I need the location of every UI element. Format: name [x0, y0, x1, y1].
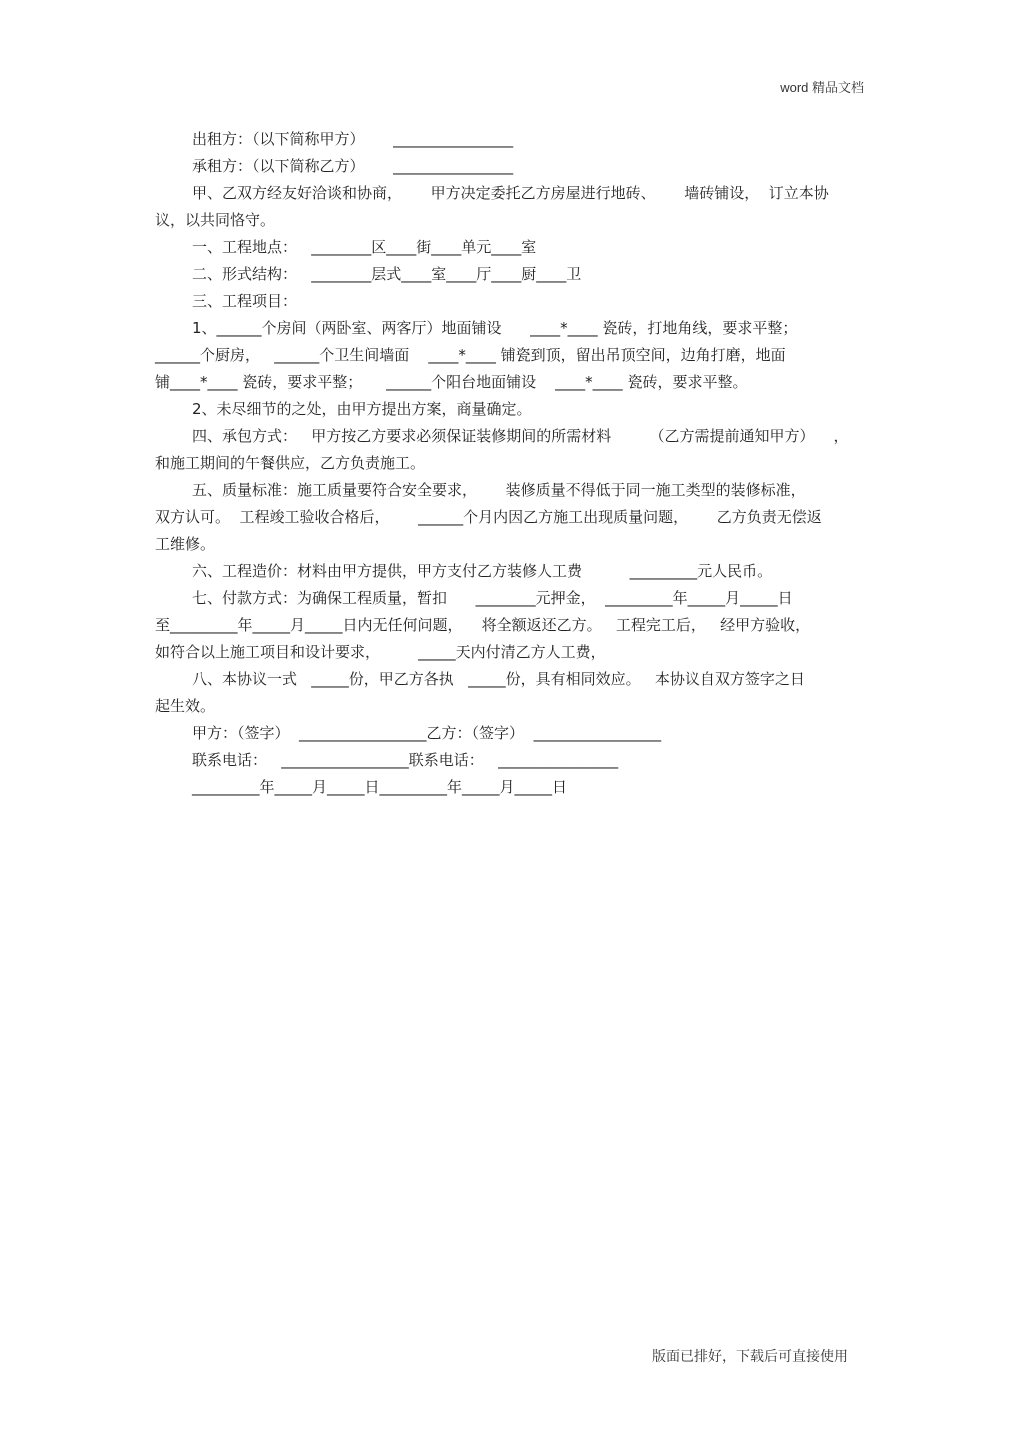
section-agreement: 八、本协议一式 _____份，甲乙方各执 _____份，具有相同效应。 本协议自双方签字之日	[192, 670, 805, 688]
agreement-line-2: 起生效。	[155, 697, 216, 715]
items-line-1: 1、______个房间（两卧室、两客厅）地面铺设 ____*____ 瓷砖，打地角线，要求平整；	[192, 319, 798, 337]
contracting-line-2: 和施工期间的午餐供应，乙方负责施工。	[155, 454, 426, 472]
contract-body	[155, 126, 867, 801]
section-structure: 二、形式结构： ________层式____室____厅____厨____卫	[192, 265, 582, 283]
items-line-4: 2、未尽细节的之处，由甲方提出方案，商量确定。	[192, 400, 532, 418]
section-contracting: 四、承包方式： 甲方按乙方要求必须保证装修期间的所需材料 （乙方需提前通知甲方） ，	[192, 427, 849, 445]
lessee-line: 承租方：（以下简称乙方） ________________	[192, 157, 514, 175]
items-line-3: 铺____*____ 瓷砖，要求平整； ______个阳台地面铺设 ____*____ 瓷砖，要求平整。	[155, 373, 748, 391]
page-header: word 精品文档	[780, 80, 864, 95]
quality-line-3: 工维修。	[155, 535, 216, 553]
page-footer: 版面已排好，下载后可直接使用	[652, 1349, 848, 1365]
section-items-title: 三、工程项目：	[192, 292, 298, 310]
section-location: 一、工程地点： ________区____街____单元____室	[192, 238, 537, 256]
intro-line-2: 议，以共同恪守。	[155, 211, 276, 229]
intro-line-1: 甲、乙双方经友好洽谈和协商， 甲方决定委托乙方房屋进行地砖、 墙砖铺设， 订立本协	[192, 184, 829, 202]
payment-line-2: 至_________年_____月_____日内无任何问题， 将全额返还乙方。 工程完工后， 经甲方验收，	[155, 616, 811, 634]
date-line: _________年_____月_____日_________年_____月_____日	[192, 778, 568, 796]
payment-line-3: 如符合以上施工项目和设计要求， _____天内付清乙方人工费，	[155, 643, 606, 661]
quality-line-2: 双方认可。 工程竣工验收合格后， ______个月内因乙方施工出现质量问题， 乙方负责无偿返	[155, 508, 822, 526]
signature-line: 甲方：（签字） _________________乙方：（签字） _________________	[192, 724, 662, 742]
section-quality: 五、质量标准：施工质量要符合安全要求， 装修质量不得低于同一施工类型的装修标准，	[192, 481, 806, 499]
section-cost: 六、工程造价：材料由甲方提供，甲方支付乙方装修人工费 _________元人民币。	[192, 562, 773, 580]
items-line-2: ______个厨房， ______个卫生间墙面 ____*____ 铺瓷到顶，留出吊顶空间，边角打磨，地面	[155, 346, 786, 364]
phone-line: 联系电话： _________________联系电话： ________________	[192, 751, 619, 769]
section-payment: 七、付款方式：为确保工程质量，暂扣 ________元押金， _________年_____月_____日	[192, 589, 793, 607]
lessor-line: 出租方：（以下简称甲方） ________________	[192, 130, 514, 148]
